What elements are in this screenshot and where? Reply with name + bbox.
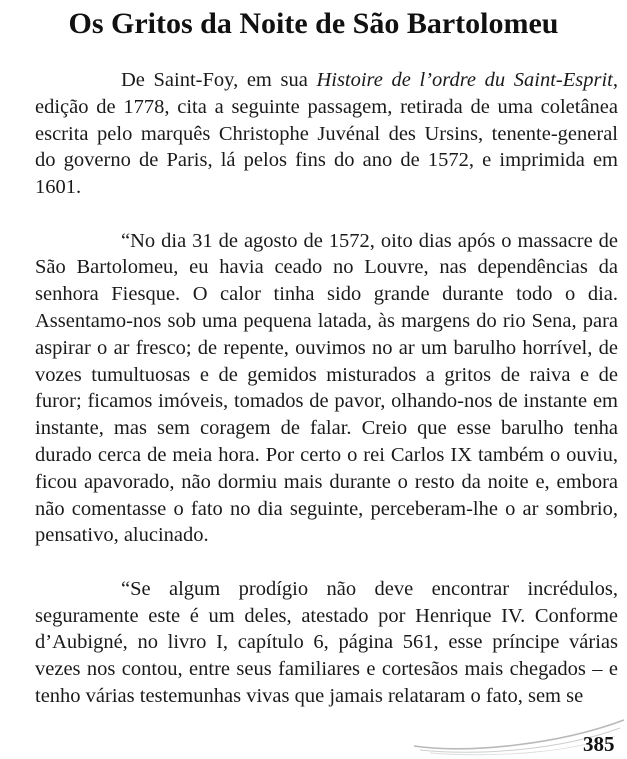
book-title-italic: Histoire de l’ordre du Saint-Esprit: [316, 69, 613, 91]
paragraph-1-rest: , edição de 1778, cita a seguinte passagem, retirada de uma coletânea escrita pelo marquês Christophe Juvénal des Ursins, tenente-general do governo de Paris, lá pelos fins do ano de 1572, e imprimida em 1601.: [35, 69, 618, 199]
page-footer: [0, 714, 627, 759]
paragraph-3: “Se algum prodígio não deve encontrar incrédulos, seguramente este é um deles, atestado por Henrique IV. Conforme d’Aubigné, no livro I, capítulo 6, página 561, esse príncipe várias vezes nos contou, entre seus familiares e cortesãos mais chegados – e tenho várias testemunhas vivas que jamais relataram o fato, sem se: [35, 577, 618, 707]
body-text: [35, 67, 618, 710]
chapter-title: Os Gritos da Noite de São Bartolomeu: [68, 7, 559, 40]
paragraph-2: “No dia 31 de agosto de 1572, oito dias após o massacre de São Bartolomeu, eu havia ceado no Louvre, nas dependências da senhora Fiesque. O calor tinha sido grande durante todo o dia. Assentamo-nos sob uma pequena latada, às margens do rio Sena, para aspirar o ar fresco; de repente, ouvimos no ar um barulho horrível, de vozes tumultuosas e de gemidos misturados a gritos de raiva e de furor; ficamos imóveis, tomados de pavor, olhando-nos de instante em instante, mas sem coragem de falar. Creio que esse barulho tenha durado cerca de meia hora. Por certo o rei Carlos IX também o ouviu, ficou apavorado, não dormiu mais durante o resto da noite e, embora não comentasse o fato no dia seguinte, perceberam-lhe o ar sombrio, pensativo, alucinado.: [35, 229, 618, 547]
page-number: 385: [583, 732, 615, 756]
paragraph-1: [35, 67, 618, 201]
paragraph-1-lead: De Saint-Foy, em sua: [121, 69, 317, 91]
